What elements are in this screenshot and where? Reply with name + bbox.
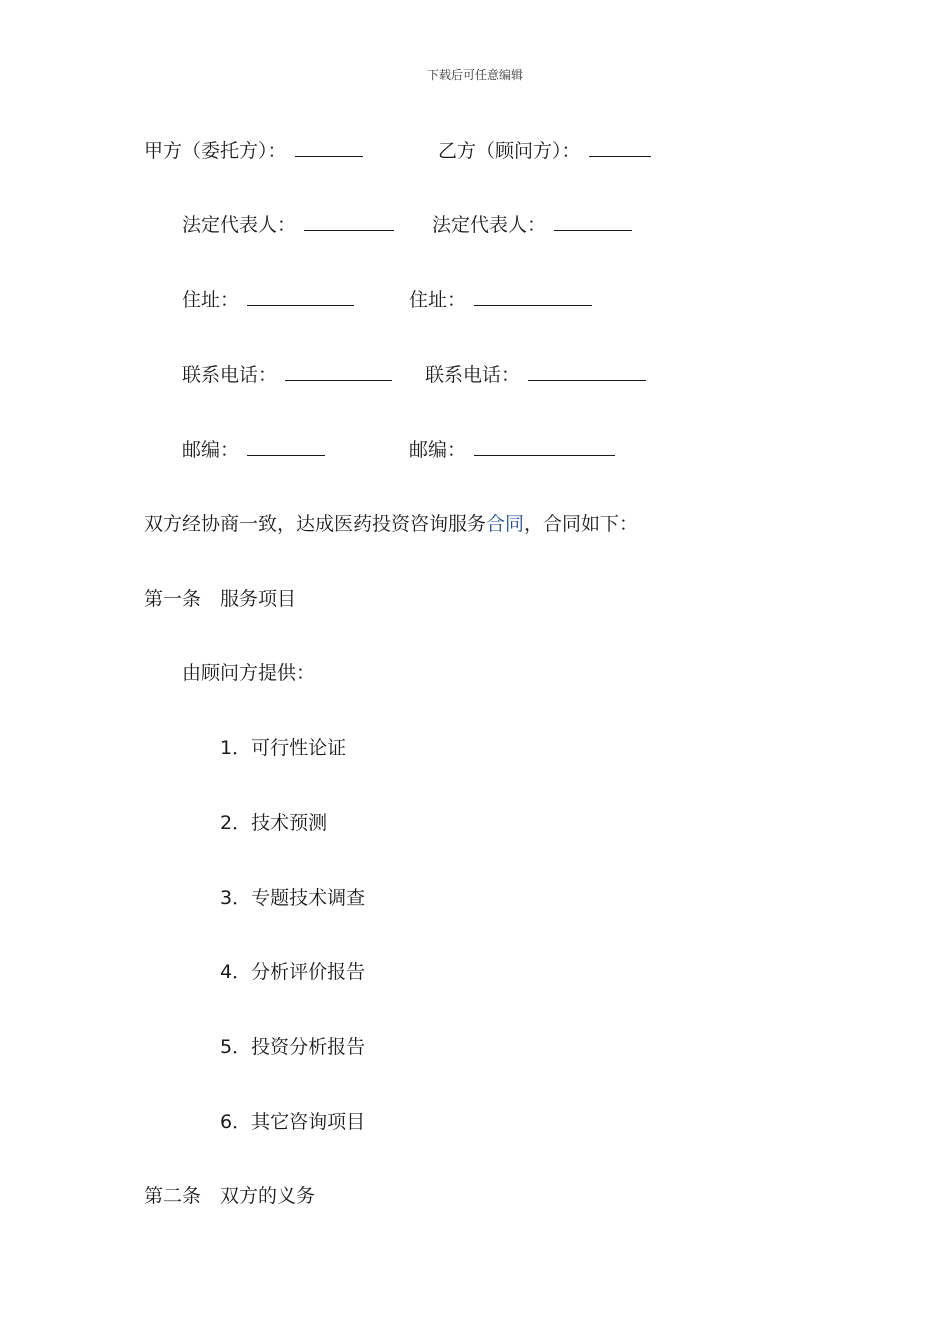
- party-a-label: 甲方（委托方）：: [144, 140, 287, 162]
- list-item: 2．技术预测: [220, 812, 328, 834]
- zip-a-label: 邮编：: [182, 439, 240, 461]
- phone-b-label: 联系电话：: [425, 364, 521, 386]
- intro-text-end: ，合同如下：: [524, 513, 639, 535]
- party-b-label: 乙方（顾问方）：: [438, 140, 581, 162]
- article-2-title: 第二条 双方的义务: [144, 1185, 316, 1207]
- party-b-field: [438, 138, 651, 164]
- party-a-field: [144, 138, 363, 164]
- rep-b-blank[interactable]: [554, 212, 632, 231]
- phone-b-blank[interactable]: [528, 362, 646, 381]
- contract-link[interactable]: 合同: [486, 513, 525, 535]
- rep-b-label: 法定代表人：: [432, 214, 547, 236]
- zip-b-blank[interactable]: [474, 437, 615, 456]
- zip-b-label: 邮编：: [409, 439, 467, 461]
- intro-text: 双方经协商一致，达成医药投资咨询服务: [144, 513, 487, 535]
- address-b-label: 住址：: [409, 289, 467, 311]
- list-item: 1．可行性论证: [220, 737, 347, 759]
- rep-b-field: [432, 212, 632, 238]
- phone-a-blank[interactable]: [285, 362, 392, 381]
- address-a-field: [182, 287, 354, 313]
- list-item: 3．专题技术调查: [220, 887, 366, 909]
- list-item: 6．其它咨询项目: [220, 1111, 366, 1133]
- article-1-lead: 由顾问方提供：: [182, 662, 316, 684]
- address-a-blank[interactable]: [247, 287, 354, 306]
- intro-paragraph: [144, 511, 638, 537]
- list-item: 5．投资分析报告: [220, 1036, 366, 1058]
- party-b-blank[interactable]: [589, 138, 651, 157]
- rep-a-field: [182, 212, 394, 238]
- zip-a-field: [182, 437, 325, 463]
- party-a-blank[interactable]: [295, 138, 363, 157]
- rep-a-blank[interactable]: [304, 212, 394, 231]
- phone-a-label: 联系电话：: [182, 364, 278, 386]
- phone-a-field: [182, 362, 392, 388]
- address-b-blank[interactable]: [474, 287, 592, 306]
- article-1-title: 第一条 服务项目: [144, 588, 297, 610]
- address-b-field: [409, 287, 592, 313]
- rep-a-label: 法定代表人：: [182, 214, 297, 236]
- list-item: 4．分析评价报告: [220, 961, 366, 983]
- address-a-label: 住址：: [182, 289, 240, 311]
- zip-a-blank[interactable]: [247, 437, 325, 456]
- zip-b-field: [409, 437, 615, 463]
- phone-b-field: [425, 362, 646, 388]
- page-header: 下载后可任意编辑: [426, 68, 523, 82]
